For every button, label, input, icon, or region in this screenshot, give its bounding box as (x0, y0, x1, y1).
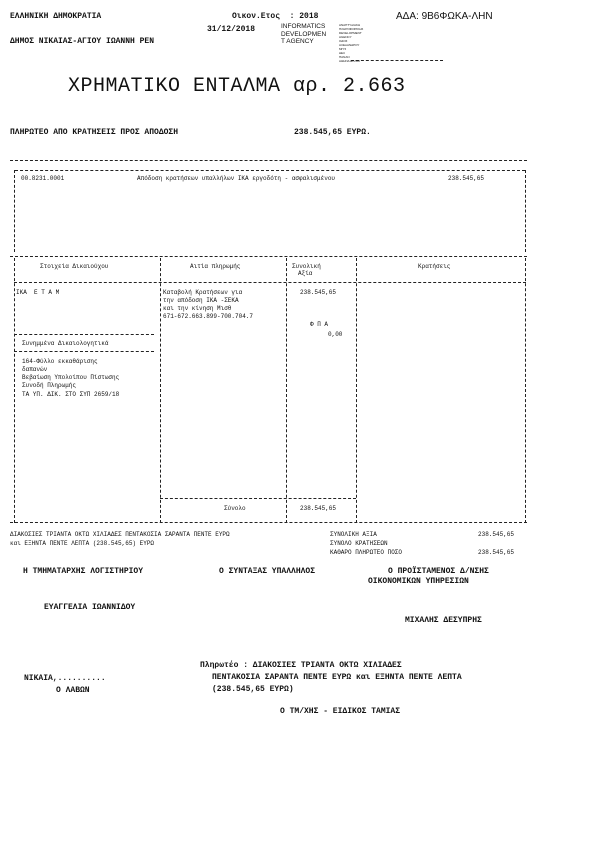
logo-small-3: DEVELOPMENT AGENCY (339, 31, 362, 39)
table-header-rule (14, 282, 526, 283)
total-label: ΚΑΘΑΡΟ ΠΛΗΡΩΤΕΟ ΠΟΣΟ (330, 549, 403, 556)
account-amount: 238.545,65 (448, 175, 485, 182)
paid-line-3: (238.545,65 ΕΥΡΩ) (212, 685, 294, 694)
logo-small-7: ΑΘΗΝΑ ΕΛΛΑΣ (339, 59, 361, 63)
reason-line-2: την απόδοση ΙΚΑ -ΣΕΚΑ (163, 297, 239, 304)
attachment-item: ΤΑ ΥΠ. ΔΙΚ. ΣΤΟ ΣΥΠ 2659/18 (22, 391, 120, 398)
paid-line-2: ΠΕΝΤΑΚΟΣΙΑ ΣΑΡΑΝΤΑ ΠΕΝΤΕ ΕΥΡΩ και ΕΞΗΝΤΑ ΠΕΝΤΕ ΛΕΠΤΑ (212, 673, 462, 682)
footer-place: ΝΙΚΑΙΑ,.......... (24, 674, 106, 683)
header-total-1: Συνολική (292, 263, 321, 270)
total-value: 238.545,65 (478, 531, 515, 538)
account-code: 00.8231.0001 (21, 175, 65, 182)
table-col-divider-3 (356, 258, 357, 523)
logo-text-3: T AGENCY (281, 38, 314, 45)
signature-accounting-title: Η ΤΜΗΜΑΤΑΡΧΗΣ ΛΟΓΙΣΤΗΡΙΟΥ (23, 567, 144, 576)
account-description: Απόδοση κρατήσεων υπαλλήλων ΙΚΑ εργοδότη - ασφαλισμένου (137, 175, 336, 182)
document-title: ΧΡΗΜΑΤΙΚΟ ΕΝΤΑΛΜΑ αρ. 2.663 (68, 75, 406, 98)
attachments-rule-bottom (14, 351, 154, 352)
table-bottom-border (10, 522, 527, 523)
logo-text-2: DEVELOPMEN (281, 30, 327, 38)
attachment-item: Βεβαίωση Υπολοίπου Πίστωσης (22, 374, 120, 381)
signature-accounting-name: ΕΥΑΓΓΕΛΙΑ ΙΩΑΝΝΙΔΟΥ (44, 603, 136, 612)
sum-value: 238.545,65 (300, 505, 337, 512)
attachment-item: 164-Φύλλο εκκαθάρισης (22, 358, 98, 365)
amount-words-2: και ΕΞΗΝΤΑ ΠΕΝΤΕ ΛΕΠΤΑ (238.545,65) ΕΥΡΩ (10, 540, 155, 547)
ada-code: ΑΔΑ: 9Β6ΦΩΚΑ-ΛΗΝ (396, 11, 493, 22)
signature-director-name: ΜΙΧΑΛΗΣ ΔΕΣΥΠΡΗΣ (405, 616, 482, 625)
attachment-item: δαπανών (22, 366, 48, 373)
total-label: ΣΥΝΟΛΙΚΗ ΑΞΙΑ (330, 531, 377, 538)
header-divider (351, 60, 443, 61)
beneficiary-name: ΙΚΑ Ε Τ Α Μ (16, 289, 60, 296)
line-value: 238.545,65 (300, 289, 337, 296)
attachments-label: Συνημμένα Δικαιολογητικά (22, 340, 109, 347)
header-deductions: Κρατήσεις (418, 263, 451, 270)
header-reason: Αιτία πληρωμής (190, 263, 241, 270)
table-right-border (525, 258, 526, 523)
fiscal-year: Οικον.Ετος : 2018 (232, 12, 319, 21)
reason-line-4: 671-672.663.899-700.704.7 (163, 313, 254, 320)
logo-small-5: ΔΕΛ (339, 51, 346, 55)
account-box-inner-top (15, 170, 525, 171)
account-box-bottom (10, 256, 527, 257)
logo-small-2: ΠΛΗΡΟΦΟΡΙΚΗΣ (339, 27, 364, 31)
issue-date: 31/12/2018 (207, 25, 256, 34)
header-total-2: Αξία (298, 270, 313, 277)
header-beneficiary: Στοιχεία Δικαιούχου (40, 263, 109, 270)
footer-receiver: Ο ΛΑΒΩΝ (56, 686, 90, 695)
signature-director-title-1: Ο ΠΡΟΪΣΤΑΜΕΝΟΣ Δ/ΝΣΗΣ (388, 567, 489, 576)
table-col-divider-1 (160, 258, 161, 523)
account-box-top (10, 160, 527, 161)
table-col-divider-2 (286, 258, 287, 523)
logo-text-1: INFORMATICS (281, 23, 326, 30)
sum-rule-top (160, 498, 356, 499)
total-label: ΣΥΝΟΛΟ ΚΡΑΤΗΣΕΩΝ (330, 540, 388, 547)
account-box-right (525, 170, 526, 252)
signature-director-title-2: ΟΙΚΟΝΟΜΙΚΩΝ ΥΠΗΡΕΣΙΩΝ (368, 577, 469, 586)
logo-small-1: ΑΝΑΠΤΥΞΙΑΚΗ (339, 23, 361, 27)
logo-small-6: ΠΑΝΑΝ (339, 55, 350, 59)
republic-heading: ΕΛΛΗΝΙΚΗ ΔΗΜΟΚΡΑΤΙΑ (10, 12, 102, 21)
logo-small-4: ΟΔΟΣ ΑΛΕΞΑΝΔΡΟΥ ΜΠ 5 (339, 39, 360, 51)
agency-logo (281, 23, 364, 63)
paid-line-1: Πληρωτέο : ΔΙΑΚΟΣΙΕΣ ΤΡΙΑΝΤΑ ΟΚΤΩ ΧΙΛΙΑΔΕΣ (200, 661, 402, 670)
reason-line-3: και την κίνηση Μισθ (163, 305, 232, 312)
reason-line-1: Καταβολή Κρατήσεων για (163, 289, 243, 296)
payable-amount: 238.545,65 ΕΥΡΩ. (294, 128, 371, 137)
payable-label: ΠΛΗΡΩΤΕΟ ΑΠΟ ΚΡΑΤΗΣΕΙΣ ΠΡΟΣ ΑΠΟΔΟΣΗ (10, 128, 179, 137)
account-box-left (14, 170, 15, 252)
footer-cashier: Ο ΤΜ/ΧΗΣ - ΕΙΔΙΚΟΣ ΤΑΜΙΑΣ (280, 707, 401, 716)
attachments-rule-top (14, 334, 154, 335)
fpa-value: 0,00 (328, 331, 343, 338)
municipality-name: ΔΗΜΟΣ ΝΙΚΑΙΑΣ-ΑΓΙΟΥ ΙΩΑΝΝΗ ΡΕΝ (10, 37, 155, 46)
signature-composer-title: Ο ΣΥΝΤΑΞΑΣ ΥΠΑΛΛΗΛΟΣ (219, 567, 316, 576)
amount-words-1: ΔΙΑΚΟΣΙΕΣ ΤΡΙΑΝΤΑ ΟΚΤΩ ΧΙΛΙΑΔΕΣ ΠΕΝΤΑΚΟΣΙΑ ΣΑΡΑΝΤΑ ΠΕΝΤΕ ΕΥΡΩ (10, 531, 230, 538)
table-left-border (14, 258, 15, 523)
sum-label: Σύνολο (224, 505, 246, 512)
fpa-label: Φ Π Α (310, 321, 329, 328)
total-value: 238.545,65 (478, 549, 515, 556)
attachment-item: Συνοδή Πληρωμής (22, 382, 77, 389)
